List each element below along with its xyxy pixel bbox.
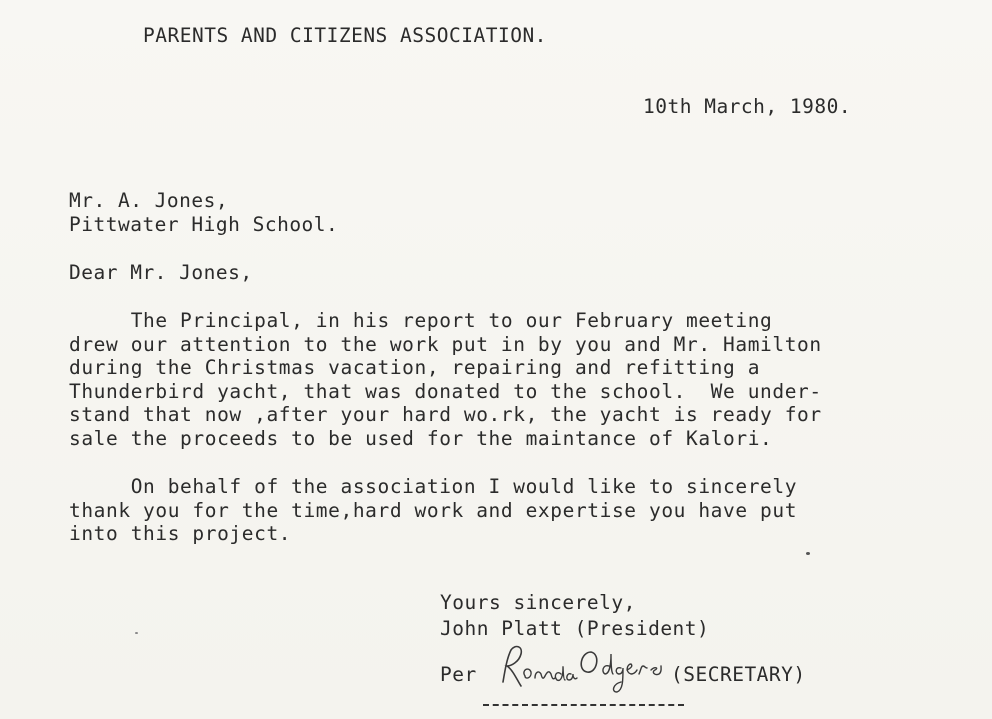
- paragraph-line: On behalf of the association I would like to sincerely: [69, 475, 798, 498]
- salutation: Dear Mr. Jones,: [69, 261, 253, 284]
- paragraph-line: stand that now ,after your hard wo.rk, the yacht is ready for: [69, 403, 822, 427]
- signer-name: John Platt (President): [440, 617, 710, 640]
- letterhead: PARENTS AND CITIZENS ASSOCIATION.: [143, 24, 547, 47]
- body-paragraph-1: [69, 309, 822, 451]
- handwritten-signature: [497, 640, 667, 698]
- paragraph-line: thank you for the time,hard work and expertise you have put: [69, 498, 798, 522]
- closing: Yours sincerely,: [440, 591, 636, 614]
- recipient-name: Mr. A. Jones,: [69, 189, 229, 212]
- paragraph-line: Thunderbird yacht, that was donated to the school. We under-: [69, 379, 822, 403]
- paper-speck: [135, 632, 138, 634]
- letter-date: 10th March, 1980.: [643, 95, 852, 118]
- secretary-label: (SECRETARY): [671, 663, 806, 686]
- signature-underline: [483, 704, 684, 706]
- per-label: Per: [440, 663, 477, 686]
- paragraph-line: The Principal, in his report to our February meeting: [69, 309, 773, 332]
- body-paragraph-2: [69, 475, 797, 546]
- paragraph-line: sale the proceeds to be used for the maintance of Kalori.: [69, 426, 773, 450]
- paragraph-line: during the Christmas vacation, repairing and refitting a: [69, 356, 761, 380]
- paragraph-line: into this project.: [69, 522, 292, 546]
- recipient-school: Pittwater High School.: [69, 213, 339, 236]
- paragraph-line: drew our attention to the work put in by you and Mr. Hamilton: [69, 332, 822, 356]
- paper-speck: [806, 552, 810, 555]
